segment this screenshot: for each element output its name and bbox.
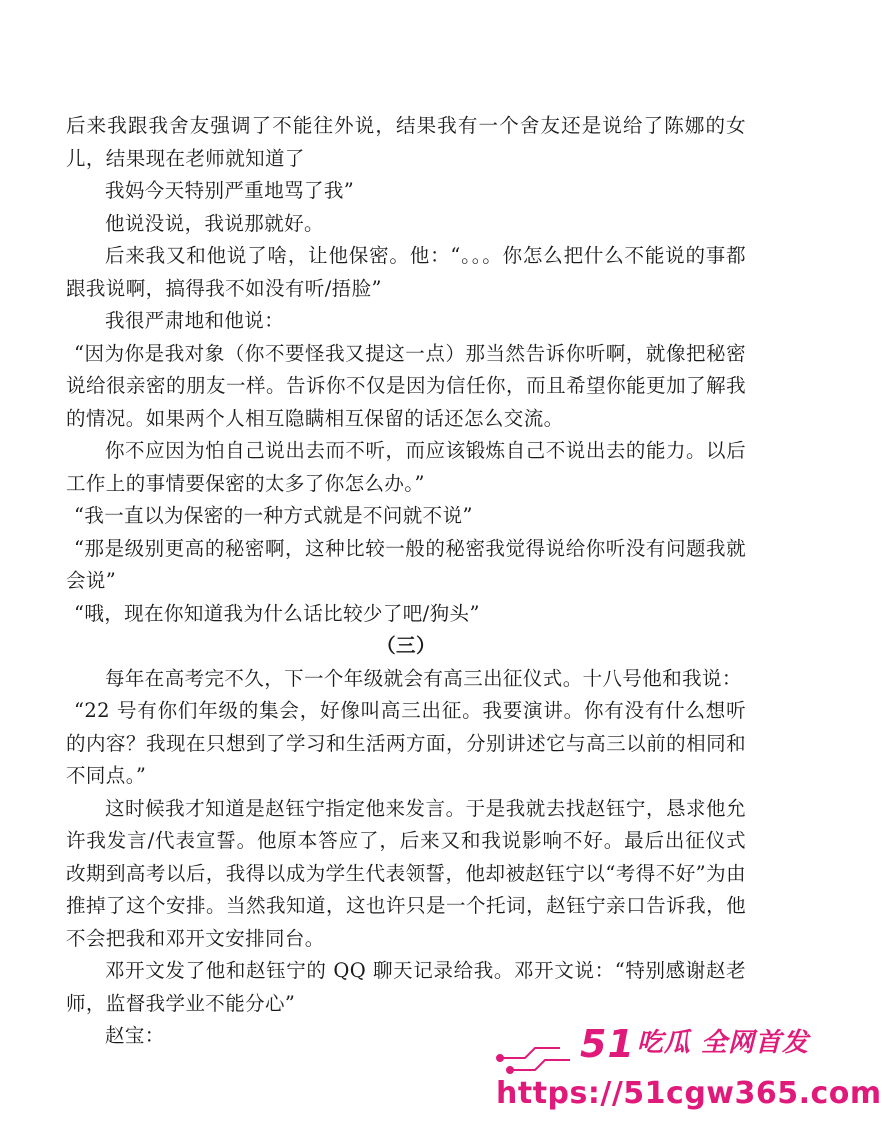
paragraph-15: 赵宝： xyxy=(105,1024,165,1047)
paragraph-1: 后来我跟我舍友强调了不能往外说，结果我有一个舍友还是说给了陈娜的女儿，结果现在老师就知道了 xyxy=(66,114,746,170)
paragraph-6: “因为你是我对象（你不要怪我又提这一点）那当然告诉你听啊，就像把秘密说给很亲密的朋友一样。告诉你不仅是因为信任你，而且希望你能更加了解我的情况。如果两个人相互隐瞒相互保留的话还怎么交流。 xyxy=(66,341,746,430)
section-heading: （三） xyxy=(376,634,436,657)
watermark-brand-text: 吃瓜 全网首发 xyxy=(636,1028,809,1058)
watermark-brand-number: 51 xyxy=(580,1022,635,1066)
body-text xyxy=(66,110,746,1053)
watermark-brand xyxy=(580,1022,809,1066)
paragraph-9: “那是级别更高的秘密啊，这种比较一般的秘密我觉得说给你听没有问题我就会说” xyxy=(66,536,746,592)
paragraph-2: 我妈今天特别严重地骂了我” xyxy=(105,179,355,202)
paragraph-7: 你不应因为怕自己说出去而不听，而应该锻炼自己不说出去的能力。以后工作上的事情要保密的太多了你怎么办。” xyxy=(66,439,746,495)
paragraph-3: 他说没说，我说那就好。 xyxy=(105,211,324,235)
paragraph-11: 每年在高考完不久，下一个年级就会有高三出征仪式。十八号他和我说： xyxy=(105,666,742,690)
watermark xyxy=(490,1010,882,1130)
paragraph-8: “我一直以为保密的一种方式就是不问就不说” xyxy=(74,504,473,527)
paragraph-5: 我很严肃地和他说： xyxy=(105,309,285,332)
paragraph-12: “22 号有你们年级的集会，好像叫高三出征。我要演讲。你有没有什么想听的内容？我现在只想到了学习和生活两方面，分别讲述它与高三以前的相同和不同点。” xyxy=(66,699,746,787)
watermark-url: https://51cgw365.com xyxy=(496,1076,882,1111)
paragraph-4: 后来我又和他说了啥，让他保密。他：“。。。你怎么把什么不能说的事都跟我说啊，搞得我不如没有听/捂脸” xyxy=(66,244,746,300)
paragraph-13: 这时候我才知道是赵钰宁指定他来发言。于是我就去找赵钰宁，恳求他允许我发言/代表宣誓。他原本答应了，后来又和我说影响不好。最后出征仪式改期到高考以后，我得以成为学生代表领誓，他却被赵钰宁以“考得不好”为由推掉了这个安排。当然我知道，这也许只是一个托词，赵钰宁亲口告诉我，他不会把我和邓开文安排同台。 xyxy=(66,796,746,950)
paragraph-10: “哦，现在你知道我为什么话比较少了吧/狗头” xyxy=(74,601,480,625)
paragraph-14: 邓开文发了他和赵钰宁的 QQ 聊天记录给我。邓开文说：“特别感谢赵老师，监督我学业不能分心” xyxy=(66,959,746,1015)
